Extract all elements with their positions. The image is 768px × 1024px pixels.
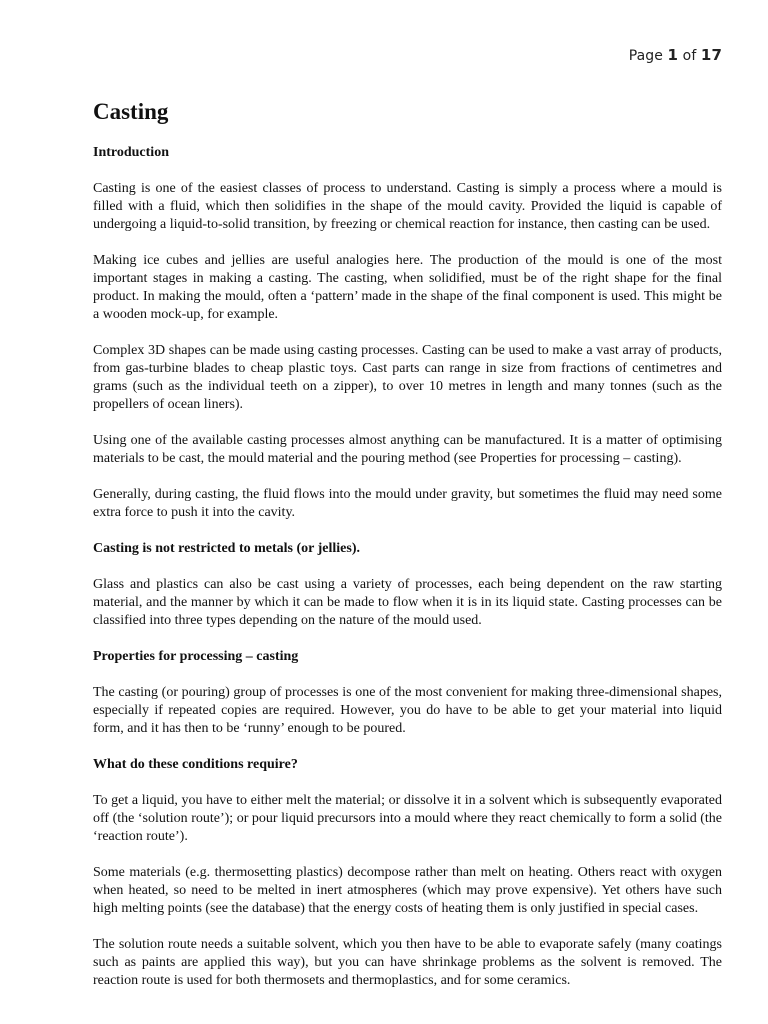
introduction-heading: Introduction xyxy=(93,145,169,160)
document-title: Casting xyxy=(93,99,169,124)
heading-not-restricted-to-metals: Casting is not restricted to metals (or jellies). xyxy=(93,541,360,556)
page-word: Page xyxy=(628,48,663,64)
total-page-count: 17 xyxy=(700,46,722,64)
heading-conditions-require: What do these conditions require? xyxy=(93,757,298,772)
paragraph-solution-route: The solution route needs a suitable solvent, which you then have to be able to evaporate safely (many coatings such as paints are applied this way), but you can have shrinkage problems as the solvent is removed. The reaction route is used for both thermosets and thermoplastics, and for some ceramics. xyxy=(93,937,722,988)
heading-properties-for-processing: Properties for processing – casting xyxy=(93,649,299,664)
paragraph-materials-decompose: Some materials (e.g. thermosetting plastics) decompose rather than melt on heating. Others react with oxygen when heated, so need to be melted in inert atmospheres (which may prove expensive). Yet others have such high melting points (see the database) that the energy costs of heating them is only justified in special cases. xyxy=(93,865,722,916)
document-body xyxy=(93,98,722,1008)
paragraph-pouring-group: The casting (or pouring) group of processes is one of the most convenient for making three-dimensional shapes, especially if repeated copies are required. However, you do have to be able to get your material into liquid form, and it has then to be ‘runny’ enough to be poured. xyxy=(93,685,722,736)
paragraph-complex-shapes: Complex 3D shapes can be made using casting processes. Casting can be used to make a vast array of products, from gas-turbine blades to cheap plastic toys. Cast parts can range in size from fractions of centimetres and grams (such as the individual teeth on a zipper), to over 10 metres in length and many tonnes (such as the propellers of ocean liners). xyxy=(93,343,722,412)
paragraph-optimising-materials: Using one of the available casting processes almost anything can be manufactured. It is a matter of optimising materials to be cast, the mould material and the pouring method (see Properties for processing – casting). xyxy=(93,433,722,466)
page-number-header xyxy=(629,46,722,64)
paragraph-get-a-liquid: To get a liquid, you have to either melt the material; or dissolve it in a solvent which is subsequently evaporated off (the ‘solution route’); or pour liquid precursors into a mould where they react chemically to form a solid (the ‘reaction route’). xyxy=(93,793,722,844)
current-page-number: 1 xyxy=(667,46,679,64)
paragraph-gravity-flow: Generally, during casting, the fluid flows into the mould under gravity, but sometimes the fluid may need some extra force to push it into the cavity. xyxy=(93,487,722,520)
paragraph-casting-definition: Casting is one of the easiest classes of process to understand. Casting is simply a process where a mould is filled with a fluid, which then solidifies in the shape of the mould cavity. Provided the liquid is capable of undergoing a liquid-to-solid transition, by freezing or chemical reaction for instance, then casting can be used. xyxy=(93,181,722,232)
of-word: of xyxy=(682,48,697,64)
paragraph-ice-cubes-analogy: Making ice cubes and jellies are useful analogies here. The production of the mould is one of the most important stages in making a casting. The casting, when solidified, must be of the right shape for the final product. In making the mould, often a ‘pattern’ made in the shape of the final component is used. This might be a wooden mock-up, for example. xyxy=(93,253,722,322)
paragraph-glass-and-plastics: Glass and plastics can also be cast using a variety of processes, each being dependent on the raw starting material, and the manner by which it can be made to flow when it is in its liquid state. Casting processes can be classified into three types depending on the nature of the mould used. xyxy=(93,577,722,628)
